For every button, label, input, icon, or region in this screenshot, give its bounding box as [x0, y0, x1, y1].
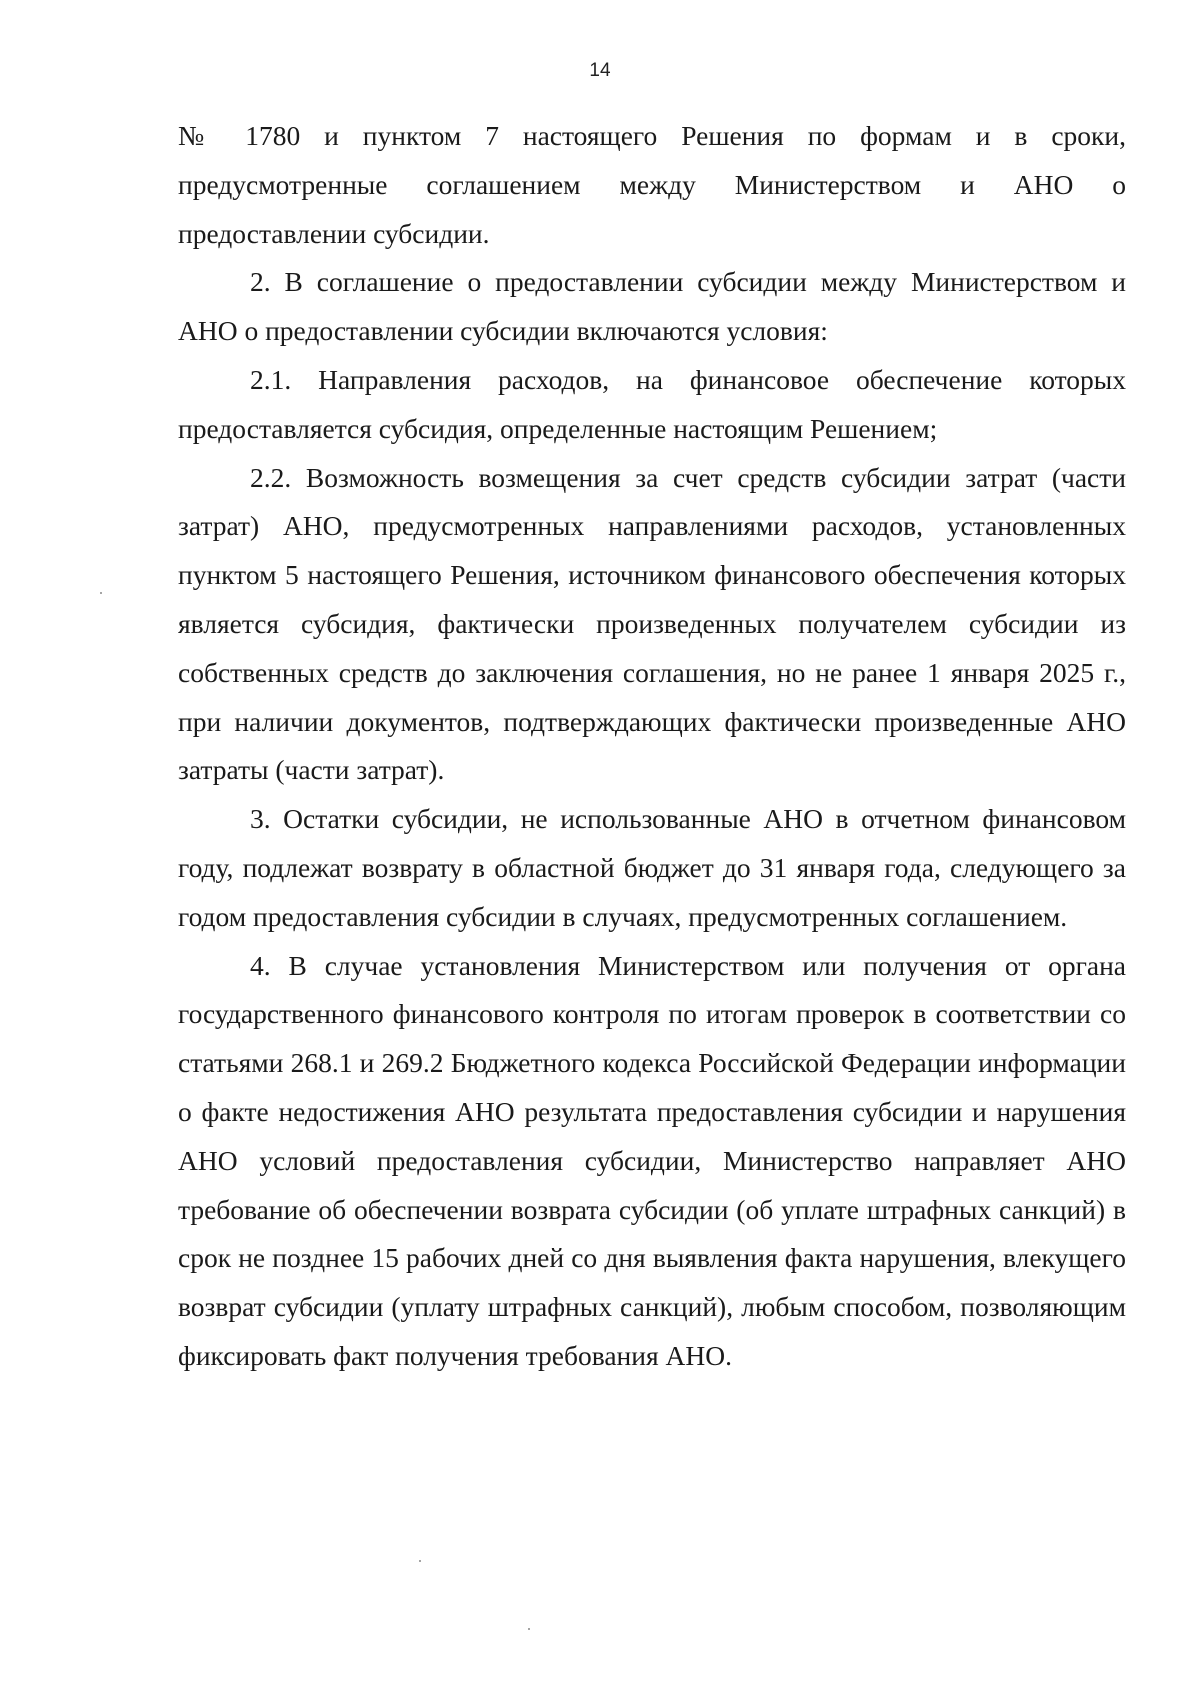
scan-speck — [528, 1628, 530, 1630]
paragraph-2-2: 2.2. Возможность возмещения за счет средств субсидии затрат (части затрат) АНО, предусмотренных направлениями расходов, установленных пунктом 5 настоящего Решения, источником финансового обеспечения которых является субсидия, фактически произведенных получателем субсидии из собственных средств до заключения соглашения, но не ранее 1 января 2025 г., при наличии документов, подтверждающих фактически произведенные АНО затраты (части затрат). — [178, 461, 1126, 786]
scan-speck — [419, 1560, 421, 1562]
page-number: 14 — [589, 60, 611, 81]
paragraph-2: 2. В соглашение о предоставлении субсидии между Министерством и АНО о предоставлении субсидии включаются условия: — [178, 266, 1126, 347]
document-body — [178, 112, 1126, 1381]
paragraph-4: 4. В случае установления Министерством или получения от органа государственного финансового контроля по итогам проверок в соответствии со статьями 268.1 и 269.2 Бюджетного кодекса Российской Федерации информации о факте недостижения АНО результата предоставления субсидии и нарушения АНО условий предоставления субсидии, Министерство направляет АНО требование об обеспечении возврата субсидии (об уплате штрафных санкций) в срок не позднее 15 рабочих дней со дня выявления факта нарушения, влекущего возврат субсидии (уплату штрафных санкций), любым способом, позволяющим фиксировать факт получения требования АНО. — [178, 949, 1126, 1371]
paragraph-continuation: № 1780 и пунктом 7 настоящего Решения по формам и в сроки, предусмотренные соглашением между Министерством и АНО о предоставлении субсидии. — [178, 120, 1126, 249]
paragraph-3: 3. Остатки субсидии, не использованные АНО в отчетном финансовом году, подлежат возврату в областной бюджет до 31 января года, следующего за годом предоставления субсидии в случаях, предусмотренных соглашением. — [178, 803, 1126, 932]
paragraph-2-1: 2.1. Направления расходов, на финансовое обеспечение которых предоставляется субсидия, определенные настоящим Решением; — [178, 363, 1126, 444]
scan-speck — [100, 592, 102, 594]
